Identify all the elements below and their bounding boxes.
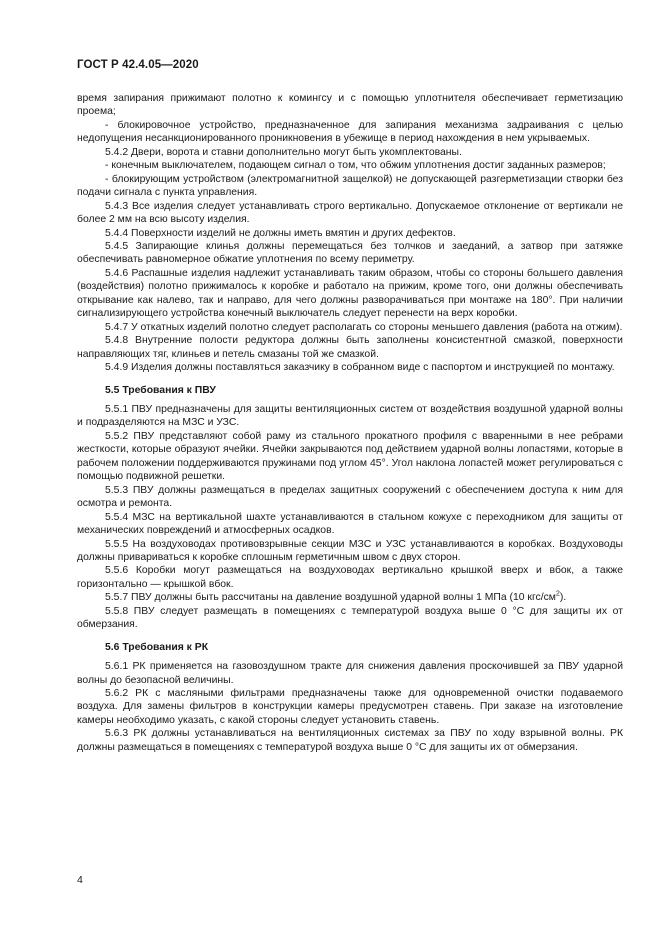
paragraph: 5.6.1 РК применяется на газовоздушном тракте для снижения давления проскочившей за ПВУ ударной волны до безопасной величины. <box>77 661 623 686</box>
paragraph: - блокировочное устройство, предназначенное для запирания механизма задраивания с целью недопущения несанкционированного проникновения в убежище в период нахождения в нем укрываемых. <box>77 119 623 145</box>
paragraph: 5.4.9 Изделия должны поставляться заказчику в собранном виде с паспортом и инструкцией по монтажу. <box>105 362 615 374</box>
paragraph: 5.5.6 Коробки могут размещаться на воздуховодах вертикально крышкой вверх и вбок, а также горизонтально — крышкой вбок. <box>77 565 623 590</box>
page-number: 4 <box>77 874 83 886</box>
paragraph-text: ). <box>559 592 567 604</box>
superscript: 2 <box>555 590 560 598</box>
paragraph: 5.6.2 РК с масляными фильтрами предназначены также для одновременной очистки подаваемого воздуха. Для замены фильтров в конструкции камеры предусмотрен ставень. При заказе на изготовление камеры необходимо указать, с какой стороны следует установить ставень. <box>77 688 623 726</box>
document-header: ГОСТ Р 42.4.05—2020 <box>77 59 199 71</box>
paragraph: - блокирующим устройством (электромагнитной защелкой) не допускающей разгерметизации створки без подачи сигнала с пункта управления. <box>77 173 623 199</box>
paragraph-text: 5.5.7 ПВУ должны быть рассчитаны на давление воздушной ударной волны 1 МПа (10 кгс/см <box>105 592 556 604</box>
paragraph: 5.5.3 ПВУ должны размещаться в пределах защитных сооружений с обеспечением доступа к ним для осмотра и ремонта. <box>77 484 623 510</box>
paragraph: 5.4.8 Внутренние полости редуктора должны быть заполнены консистентной смазкой, поверхности направляющих тяг, клиньев и петель смазаны той же смазкой. <box>77 335 623 360</box>
paragraph: 5.4.2 Двери, ворота и ставни дополнительно могут быть укомплектованы. <box>105 146 462 158</box>
paragraph: 5.4.5 Запирающие клинья должны перемещаться без толчков и заеданий, а затвор при затяжке обеспечивать равномерное обжатие уплотнения по всему периметру. <box>77 240 623 266</box>
paragraph: 5.5.1 ПВУ предназначены для защиты вентиляционных систем от воздействия воздушной ударной волны и подразделяются на МЗС и УЗС. <box>77 403 623 429</box>
paragraph: 5.5.8 ПВУ следует размещать в помещениях с температурой воздуха выше 0 °С для защиты их от обмерзания. <box>77 605 623 631</box>
paragraph: 5.5.2 ПВУ представляют собой раму из стального прокатного профиля с вваренными в нее ребрами жесткости, которые образуют ячейки. Ячейки закрываются под действием ударной волны лопастями, которые в рабочем положении поддерживаются пружинами под углом 45°. Угол наклона лопастей может регулироваться с помощью подвижной решетки. <box>77 430 623 483</box>
paragraph: - конечным выключателем, подающем сигнал о том, что обжим уплотнения достиг заданных размеров; <box>105 160 606 172</box>
section-heading: 5.6 Требования к РК <box>105 641 209 653</box>
paragraph: 5.5.4 МЗС на вертикальной шахте устанавливаются в стальном кожухе с переходником для защиты от механических повреждений и атмосферных осадков. <box>77 511 623 537</box>
section-heading: 5.5 Требования к ПВУ <box>105 384 216 396</box>
document-body <box>77 92 623 754</box>
paragraph: 5.4.4 Поверхности изделий не должны иметь вмятин и других дефектов. <box>105 227 456 239</box>
paragraph: 5.4.7 У откатных изделий полотно следует располагать со стороны меньшего давления (работа на отжим). <box>105 321 623 333</box>
paragraph: 5.4.6 Распашные изделия надлежит устанавливать таким образом, чтобы со стороны большего давления (воздействия) полотно прижималось к коробке и работало на прижим, кроме того, они должны обеспечивать открывание как налево, так и направо, для чего должны разворачиваться при монтаже на 180°. При наличии сигнализирующего устройства конечный выключатель следует перенести на верх коробки. <box>77 267 623 320</box>
paragraph: 5.5.5 На воздуховодах противовзрывные секции МЗС и УЗС устанавливаются в коробках. Воздуховоды должны привариваться к коробке сплошным герметичным швом с двух сторон. <box>77 538 623 563</box>
paragraph: время запирания прижимают полотно к комингсу и с помощью уплотнителя обеспечивает герметизацию проема; <box>77 93 623 118</box>
paragraph <box>77 591 623 604</box>
paragraph: 5.6.3 РК должны устанавливаться на вентиляционных системах за ПВУ по ходу взрывной волны. РК должны размещаться в помещениях с температурой воздуха выше 0 °С для защиты их от обмерзания. <box>77 728 623 753</box>
paragraph: 5.4.3 Все изделия следует устанавливать строго вертикально. Допускаемое отклонение от вертикали не более 2 мм на всю высоту изделия. <box>77 200 623 226</box>
